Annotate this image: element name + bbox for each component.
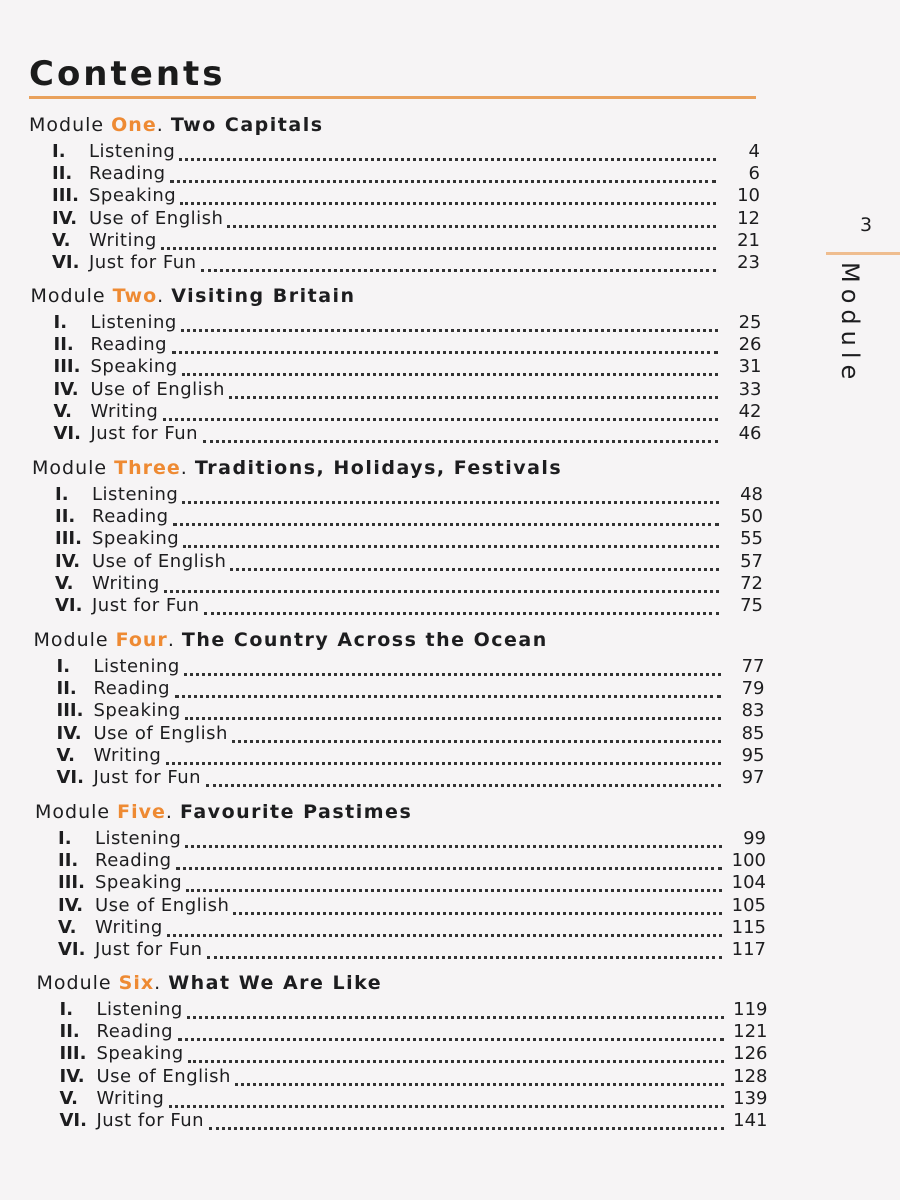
toc-entry[interactable] [0,208,760,230]
leader-dots [161,234,716,250]
toc-entry[interactable] [8,1110,768,1132]
entry-label: Just for Fun [93,767,202,788]
side-rule [826,252,900,255]
entry-numeral: V. [53,400,72,422]
entry-label: Use of English [95,894,230,916]
entry-label: Just for Fun [95,939,203,960]
leader-dots [178,1025,724,1041]
entry-numeral: VI. [53,423,81,444]
entry-numeral: IV. [53,378,79,400]
leader-dots [169,1092,724,1108]
leader-dots [232,727,721,743]
entry-page-number: 6 [748,163,760,185]
entry-page-number: 23 [737,252,760,273]
leader-dots [179,145,716,161]
leader-dots [185,832,722,848]
leader-dots [203,427,718,443]
entry-label: Reading [93,678,171,700]
leader-dots [207,943,722,959]
module-heading: Module Four. The Country Across the Ocean [33,629,548,651]
toc-entry[interactable] [8,1021,768,1043]
leader-dots [173,510,719,526]
module-ordinal: Two [112,285,158,307]
module-heading: Module Two. Visiting Britain [30,285,356,307]
toc-entry[interactable] [5,723,765,745]
entry-numeral: II. [55,506,76,528]
entry-label: Writing [89,229,157,251]
entry-numeral: I. [59,999,74,1020]
entry-label: Reading [92,506,169,528]
entry-label: Speaking [95,872,183,894]
entry-label: Speaking [96,1043,184,1065]
entry-page-number: 79 [741,678,765,700]
entry-page-number: 121 [733,1021,768,1043]
entry-page-number: 57 [740,550,763,572]
entry-page-number: 83 [741,700,765,722]
entry-label: Listening [93,656,180,677]
entry-numeral: V. [58,916,77,938]
toc-entry[interactable] [8,1043,768,1065]
module-heading: Module One. Two Capitals [29,114,324,136]
entry-label: Listening [96,999,183,1020]
entry-page-number: 72 [740,572,763,594]
toc-entry[interactable] [6,872,766,894]
module-ordinal: Six [118,972,155,994]
module-prefix: Module [33,629,109,651]
toc-entry[interactable] [8,1088,768,1110]
module-prefix: Module [30,285,106,307]
entry-page-number: 139 [733,1087,768,1109]
leader-dots [167,921,722,937]
module-prefix: Module [36,972,112,994]
entry-page-number: 119 [733,999,768,1020]
entry-label: Speaking [92,528,180,550]
entry-label: Reading [90,334,168,356]
leader-dots [204,599,719,615]
entry-page-number: 25 [738,312,762,333]
entry-numeral: IV. [59,1065,85,1087]
leader-dots [176,854,722,870]
entry-page-number: 117 [731,939,766,960]
module-heading: Module Three. Traditions, Holidays, Festivals [32,457,563,479]
toc-entry[interactable] [0,185,760,207]
module-name: The Country Across the Ocean [181,629,548,651]
toc-entry[interactable] [5,678,765,700]
entry-numeral: III. [59,1043,87,1065]
leader-dots [163,405,718,421]
entry-numeral: III. [52,185,79,207]
entry-label: Just for Fun [89,252,197,273]
entry-numeral: I. [56,656,71,677]
entry-label: Use of English [89,207,224,229]
leader-dots [185,704,721,720]
entry-numeral: II. [52,163,73,185]
toc-entry[interactable] [5,656,765,678]
leader-dots [233,899,722,915]
entry-page-number: 42 [738,400,762,422]
leader-dots [187,1003,724,1019]
entry-page-number: 99 [743,828,766,849]
entry-numeral: I. [58,828,72,849]
toc-entry[interactable] [8,999,768,1021]
entry-page-number: 10 [737,185,760,207]
leader-dots [201,256,716,272]
leader-dots [183,532,719,548]
toc-entry[interactable] [6,917,766,939]
entry-label: Speaking [93,700,181,722]
leader-dots [229,383,718,399]
module-prefix: Module [29,114,105,136]
module-name: Traditions, Holidays, Festivals [194,457,563,479]
entry-label: Listening [90,312,177,333]
module-ordinal: One [111,114,157,136]
entry-numeral: IV. [52,207,78,229]
leader-dots [180,189,716,205]
entry-label: Speaking [89,185,177,207]
leader-dots [164,577,719,593]
entry-label: Reading [96,1021,174,1043]
leader-dots [175,682,721,698]
entry-label: Use of English [90,378,225,400]
entry-page-number: 48 [740,484,763,505]
entry-numeral: II. [58,850,79,872]
leader-dots [188,1047,724,1063]
toc-entry[interactable] [6,850,766,872]
entry-page-number: 55 [740,528,763,550]
entry-page-number: 105 [731,894,766,916]
entry-label: Speaking [90,356,178,378]
entry-label: Writing [92,572,160,594]
entry-page-number: 50 [740,506,763,528]
entry-label: Reading [89,163,166,185]
leader-dots [181,316,718,332]
toc-entry[interactable] [3,551,763,573]
entry-label: Listening [92,484,179,505]
entry-numeral: III. [55,528,82,550]
entry-label: Reading [95,850,172,872]
entry-numeral: IV. [55,550,81,572]
module-name: What We Are Like [168,972,383,994]
entry-numeral: V. [55,572,74,594]
page-title: Contents [29,54,226,94]
entry-label: Use of English [96,1065,231,1087]
entry-numeral: IV. [56,722,82,744]
toc-entry[interactable] [5,745,765,767]
entry-page-number: 128 [733,1065,768,1087]
module-ordinal: Four [115,629,168,651]
leader-dots [182,488,719,504]
toc-entry[interactable] [5,767,765,789]
entry-label: Use of English [92,550,227,572]
entry-numeral: VI. [55,595,83,616]
module-name: Two Capitals [170,114,324,136]
entry-numeral: V. [52,229,71,251]
module-prefix: Module [32,457,108,479]
leader-dots [209,1114,724,1130]
module-heading: Module Five. Favourite Pastimes [35,801,413,823]
toc-entry[interactable] [0,141,760,163]
entry-page-number: 77 [741,656,765,677]
entry-label: Just for Fun [90,423,199,444]
toc-entry[interactable] [3,528,763,550]
entry-numeral: V. [56,744,75,766]
entry-label: Writing [93,744,162,766]
entry-numeral: VI. [52,252,80,273]
entry-page-number: 115 [731,916,766,938]
toc-entry[interactable] [2,379,762,401]
toc-entry[interactable] [2,356,762,378]
toc-entry[interactable] [2,334,762,356]
toc-entry[interactable] [2,401,762,423]
entry-page-number: 141 [733,1110,768,1131]
entry-label: Use of English [93,722,228,744]
toc-entry[interactable] [0,252,760,274]
entry-page-number: 26 [738,334,762,356]
entry-numeral: III. [58,872,85,894]
entry-numeral: III. [56,700,84,722]
entry-page-number: 95 [741,744,765,766]
entry-page-number: 46 [738,423,762,444]
toc-entry[interactable] [3,595,763,617]
toc-entry[interactable] [6,939,766,961]
toc-entry[interactable] [2,423,762,445]
entry-page-number: 33 [738,378,762,400]
entry-page-number: 104 [731,872,766,894]
leader-dots [184,660,721,676]
toc-entry[interactable] [0,230,760,252]
entry-page-number: 100 [731,850,766,872]
entry-page-number: 12 [737,207,760,229]
entry-label: Listening [95,828,182,849]
entry-page-number: 126 [733,1043,768,1065]
entry-numeral: VI. [59,1110,87,1131]
entry-label: Just for Fun [96,1110,205,1131]
module-name: Favourite Pastimes [180,801,413,823]
leader-dots [227,212,716,228]
entry-label: Just for Fun [92,595,200,616]
entry-page-number: 85 [741,722,765,744]
side-page-number: 3 [860,214,873,236]
leader-dots [172,338,718,354]
toc-entry[interactable] [5,700,765,722]
entry-page-number: 75 [740,595,763,616]
toc-entry[interactable] [3,506,763,528]
leader-dots [230,555,719,571]
toc-entry[interactable] [0,163,760,185]
leader-dots [170,167,716,183]
entry-page-number: 21 [737,229,760,251]
entry-page-number: 97 [741,767,765,788]
toc-entry[interactable] [2,312,762,334]
entry-numeral: II. [59,1021,80,1043]
entry-numeral: VI. [56,767,84,788]
toc-entry[interactable] [6,828,766,850]
entry-numeral: III. [53,356,81,378]
leader-dots [182,360,718,376]
leader-dots [206,771,721,787]
entry-numeral: I. [53,312,68,333]
leader-dots [235,1070,724,1086]
leader-dots [186,876,722,892]
toc-entry[interactable] [6,895,766,917]
leader-dots [166,749,721,765]
entry-page-number: 4 [748,141,760,162]
module-ordinal: Five [117,801,166,823]
entry-numeral: II. [56,678,77,700]
entry-numeral: I. [52,141,66,162]
title-rule [29,96,756,99]
entry-numeral: V. [59,1087,78,1109]
side-module-label: Module [836,262,864,386]
entry-numeral: II. [53,334,74,356]
entry-page-number: 31 [738,356,762,378]
entry-label: Listening [89,141,176,162]
entry-numeral: I. [55,484,69,505]
module-heading: Module Six. What We Are Like [36,972,383,994]
entry-numeral: IV. [58,894,84,916]
toc-entry[interactable] [3,484,763,506]
entry-label: Writing [90,400,159,422]
module-name: Visiting Britain [171,285,356,307]
entry-label: Writing [95,916,163,938]
module-ordinal: Three [114,457,181,479]
toc-entry[interactable] [3,573,763,595]
entry-numeral: VI. [58,939,86,960]
toc-entry[interactable] [8,1066,768,1088]
module-prefix: Module [35,801,111,823]
entry-label: Writing [96,1087,165,1109]
